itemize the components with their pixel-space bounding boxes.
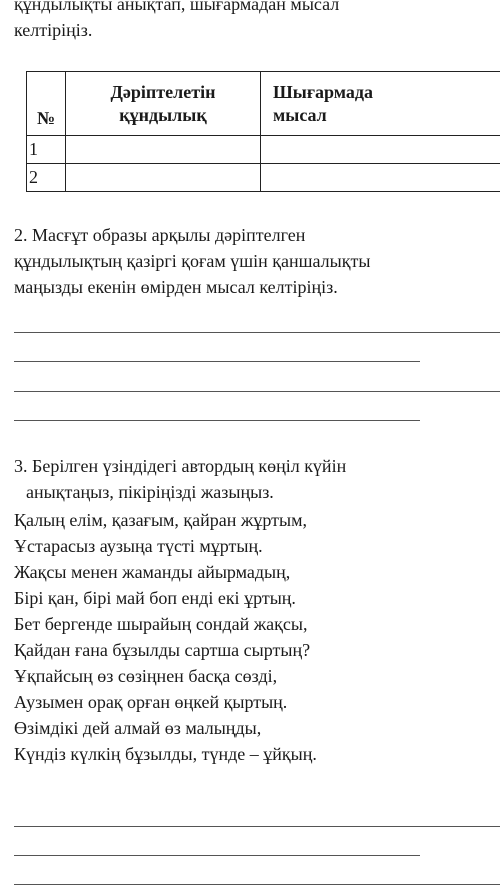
answer-line[interactable]: [14, 361, 420, 362]
header-value: [66, 72, 261, 136]
answer-line[interactable]: [14, 391, 500, 392]
question-3: [14, 453, 500, 505]
table-row: [27, 164, 500, 192]
row-value-cell[interactable]: [66, 164, 261, 192]
poem-line: Өзімдікі дей алмай өз малыңды,: [14, 718, 262, 738]
row-example-cell[interactable]: [261, 164, 500, 192]
answer-line[interactable]: [14, 332, 500, 333]
poem-excerpt: [14, 507, 500, 767]
poem-line: Ұқпайсың өз сөзіңнен басқа сөзді,: [14, 666, 278, 686]
question-line: анықтаңыз, пікіріңізді жазыңыз.: [26, 482, 274, 502]
header-value-line: құндылық: [119, 104, 207, 125]
question-line: маңызды екенін өмірден мысал келтіріңіз.: [14, 277, 338, 297]
intro-text: [14, 0, 494, 43]
poem-line: Қайдан ғана бұзылды сартша сыртың?: [14, 640, 311, 660]
answer-line[interactable]: [14, 884, 500, 885]
poem-line: Жақсы менен жаманды айырмадың,: [14, 562, 291, 582]
row-number: 2: [27, 164, 66, 192]
poem-line: Қалың елім, қазағым, қайран жұртым,: [14, 510, 307, 530]
question-line: құндылықтың қазіргі қоғам үшін қаншалықты: [14, 251, 371, 271]
header-number: №: [27, 72, 66, 136]
header-example-line: Шығармада: [273, 81, 373, 102]
answer-line[interactable]: [14, 826, 500, 827]
poem-line: Бет бергенде шырайың сондай жақсы,: [14, 614, 308, 634]
header-value-line: Дәріптелетін: [110, 81, 216, 102]
question-line: 3. Берілген үзіндідегі автордың көңіл күйін: [14, 456, 347, 476]
intro-line: құндылықты анықтап, шығармадан мысал: [14, 0, 340, 14]
row-number: 1: [27, 136, 66, 164]
table-row: [27, 136, 500, 164]
values-table: [26, 71, 500, 192]
row-value-cell[interactable]: [66, 136, 261, 164]
table-header-row: [27, 72, 500, 136]
poem-line: Аузымен орақ орған өңкей қыртың.: [14, 692, 288, 712]
row-example-cell[interactable]: [261, 136, 500, 164]
answer-line[interactable]: [14, 855, 420, 856]
question-2: [14, 222, 500, 300]
question-line: 2. Масғұт образы арқылы дәріптелген: [14, 225, 306, 245]
poem-line: Күндіз күлкің бұзылды, түнде – ұйқың.: [14, 744, 317, 764]
poem-line: Бірі қан, бірі май боп енді екі ұртың.: [14, 588, 296, 608]
intro-line: келтіріңіз.: [14, 20, 93, 40]
header-example: [261, 72, 500, 136]
poem-line: Ұстарасыз аузыңа түсті мұртың.: [14, 536, 263, 556]
header-example-line: мысал: [273, 104, 327, 125]
answer-line[interactable]: [14, 420, 420, 421]
